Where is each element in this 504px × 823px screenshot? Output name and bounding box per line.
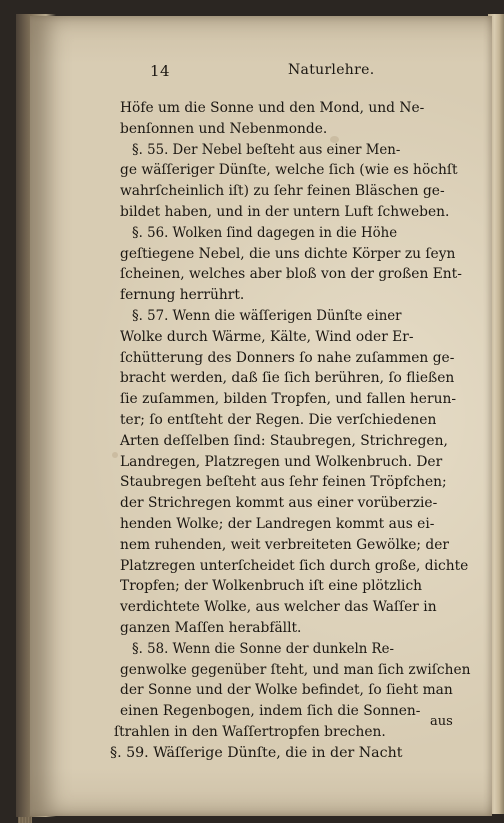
text-line: ganzen Maſſen herabfällt. [120, 620, 302, 636]
running-head [120, 16, 470, 80]
text-line: geſtiegene Nebel, die uns dichte Körper zu ſeyn [120, 245, 456, 262]
text-line: bildet haben, und in der untern Luft ſchweben. [120, 204, 450, 220]
text-line: §. 55. Der Nebel beſteht aus einer Men- [132, 141, 401, 158]
text-line: benſonnen und Nebenmonde. [120, 120, 328, 137]
text-line: nem ruhenden, weit verbreiteten Gewölke; der [120, 536, 450, 553]
text-line: einen Regenbogen, indem ſich die Sonnen- [120, 703, 421, 720]
text-line: henden Wolke; der Landregen kommt aus ei- [120, 516, 435, 532]
text-line: verdichtete Wolke, aus welcher das Waſſer in [120, 599, 437, 616]
page-paper [30, 16, 492, 816]
running-title: Naturlehre. [288, 62, 375, 78]
text-line: Staubregen beſteht aus ſehr feinen Tröpfchen; [120, 474, 447, 491]
text-block [110, 16, 471, 761]
text-line: ſtrahlen in den Waſſertropfen brechen. [114, 724, 386, 740]
text-line: ter; ſo entſteht der Regen. Die verſchiedenen [120, 412, 437, 428]
text-line: Platzregen unterſcheidet ſich durch große, dichte [120, 557, 469, 574]
text-line: genwolke gegenüber ſteht, und man ſich zwiſchen [120, 661, 471, 678]
text-line: der Sonne und der Wolke befindet, ſo ſieht man [120, 682, 453, 699]
page-number: 14 [150, 62, 171, 80]
catchword: aus [430, 714, 453, 729]
text-line: §. 56. Wolken ſind dagegen in die Höhe [132, 224, 398, 241]
paper-stain [112, 452, 118, 458]
text-line: Landregen, Platzregen und Wolkenbruch. Der [120, 453, 443, 470]
text-line: Arten deſſelben ſind: Staubregen, Strichregen, [120, 432, 448, 449]
text-line: Tropfen; der Wolkenbruch iſt eine plötzlich [120, 578, 423, 595]
text-line: fernung herrührt. [120, 287, 245, 304]
text-line: der Strichregen kommt aus einer vorüberzie- [120, 495, 438, 512]
text-line: wahrſcheinlich iſt) zu ſehr feinen Bläschen ge- [120, 183, 445, 200]
text-line: §. 59. Wäſſerige Dünſte, die in der Nacht [110, 744, 403, 761]
text-line: bracht werden, daß ſie ſich berühren, ſo fließen [120, 370, 455, 387]
text-line: ge wäſſeriger Dünſte, welche ſich (wie es höchſt [120, 162, 458, 179]
text-line: Höfe um die Sonne und den Mond, und Ne- [120, 100, 425, 116]
text-line: §. 57. Wenn die wäſſerigen Dünſte einer [132, 308, 402, 324]
text-line: ſchütterung des Donners ſo nahe zuſammen ge- [120, 349, 455, 366]
text-line: ſcheinen, welches aber bloß von der großen Ent- [120, 266, 462, 283]
text-line: ſie zuſammen, bilden Tropfen, und fallen herun- [120, 391, 456, 408]
text-line: §. 58. Wenn die Sonne der dunkeln Re- [132, 640, 394, 657]
text-line: Wolke durch Wärme, Kälte, Wind oder Er- [120, 328, 414, 345]
